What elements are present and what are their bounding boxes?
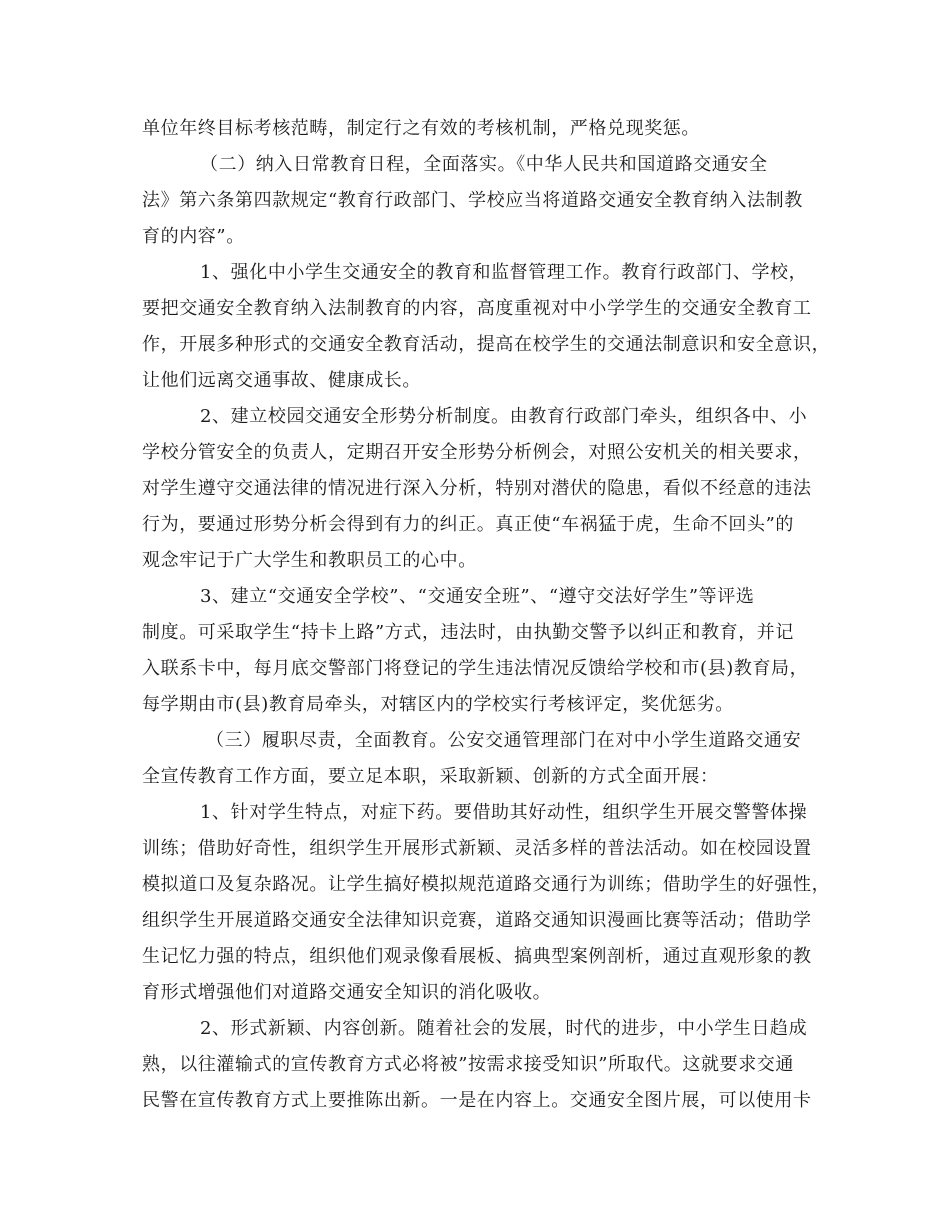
text-line: 对学生遵守交通法律的情况进行深入分析，特别对潜伏的隐患，看似不经意的违法 [142,478,812,499]
text-line: 育的内容”。 [142,226,245,247]
text-line: 1、针对学生特点，对症下药。要借助其好动性，组织学生开展交警警体操 [200,802,808,823]
text-line: 民警在宣传教育方式上要推陈出新。一是在内容上。交通安全图片展，可以使用卡 [142,1090,812,1111]
text-line: 制度。可采取学生“持卡上路”方式，违法时，由执勤交警予以纠正和教育，并记 [142,622,795,643]
text-line: 2、形式新颖、内容创新。随着社会的发展，时代的进步，中小学生日趋成 [200,1018,808,1039]
text-line: 组织学生开展道路交通安全法律知识竞赛，道路交通知识漫画比赛等活动；借助学 [142,910,812,931]
text-line: 让他们远离交通事故、健康成长。 [142,370,421,391]
text-line: 全宣传教育工作方面，要立足本职，采取新颖、创新的方式全面开展： [142,766,719,787]
text-line: 3、建立“交通安全学校”、“交通安全班”、“遵守交法好学生”等评选 [200,586,755,607]
text-line: （二）纳入日常教育日程，全面落实。《中华人民共和国道路交通安全 [200,154,768,175]
text-line: 要把交通安全教育纳入法制教育的内容，高度重视对中小学学生的交通安全教育工 [142,298,812,319]
text-line: 生记忆力强的特点，组织他们观录像看展板、搞典型案例剖析，通过直观形象的教 [142,946,812,967]
text-line: 1、强化中小学生交通安全的教育和监督管理工作。教育行政部门、学校， [200,262,808,283]
text-line: 入联系卡中，每月底交警部门将登记的学生违法情况反馈给学校和市(县)教育局， [142,658,809,679]
text-line: 学校分管安全的负责人，定期召开安全形势分析例会，对照公安机关的相关要求， [142,442,812,463]
text-line: 训练；借助好奇性，组织学生开展形式新颖、灵活多样的普法活动。如在校园设置 [142,838,812,859]
text-line: 育形式增强他们对道路交通安全知识的消化吸收。 [142,982,552,1003]
text-line: 观念牢记于广大学生和教职员工的心中。 [142,550,477,571]
text-line: 单位年终目标考核范畴，制定行之有效的考核机制，严格兑现奖惩。 [142,118,700,139]
text-line: 每学期由市(县)教育局牵头，对辖区内的学校实行考核评定，奖优惩劣。 [142,694,734,715]
text-line: （三）履职尽责，全面教育。公安交通管理部门在对中小学生道路交通安 [206,730,802,751]
text-line: 2、建立校园交通安全形势分析制度。由教育行政部门牵头，组织各中、小 [200,406,808,427]
text-line: 行为，要通过形势分析会得到有力的纠正。真正使“车祸猛于虎，生命不回头”的 [142,514,795,535]
text-line: 法》第六条第四款规定“教育行政部门、学校应当将道路交通安全教育纳入法制教 [142,190,803,211]
text-line: 模拟道口及复杂路况。让学生搞好模拟规范道路交通行为训练；借助学生的好强性， [142,874,831,895]
text-line: 作，开展多种形式的交通安全教育活动，提高在校学生的交通法制意识和安全意识， [142,334,831,355]
text-line: 熟，以往灌输式的宣传教育方式必将被”按需求接受知识”所取代。这就要求交通 [142,1054,795,1075]
